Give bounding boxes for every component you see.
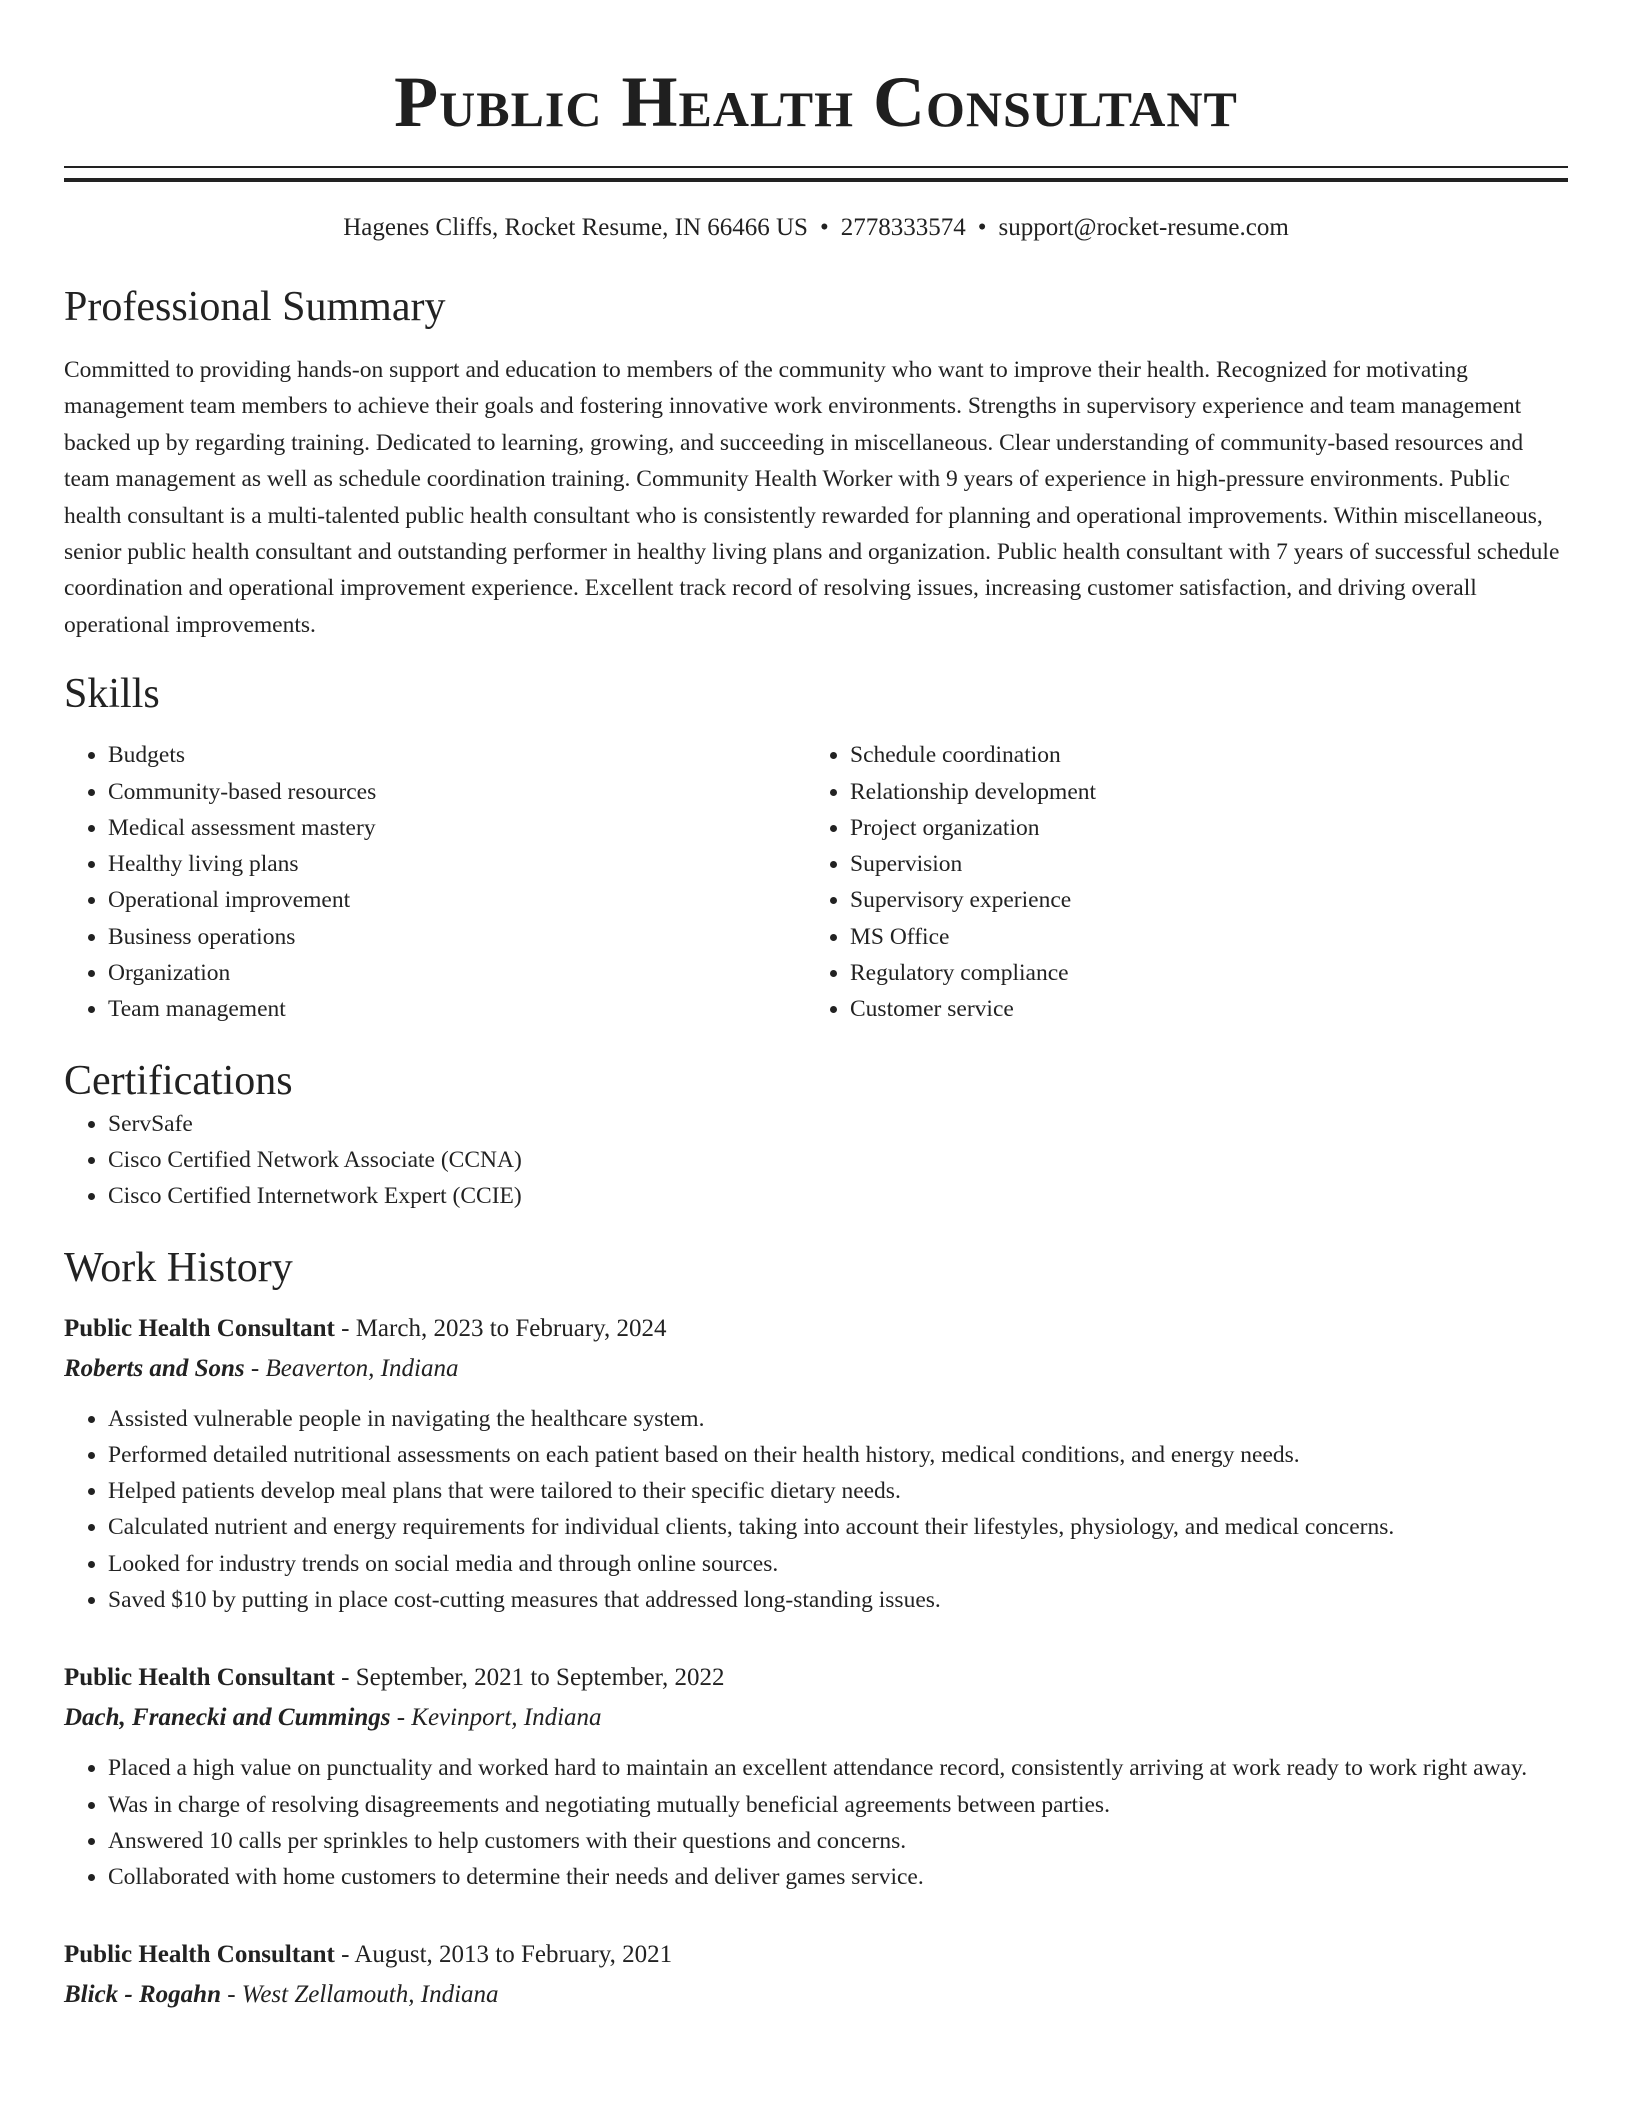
job-bullet: • Answered 10 calls per sprinkles to help customers with their questions and concerns.: [108, 1823, 1568, 1859]
skill-item: • Budgets: [108, 737, 806, 773]
job-title: Public Health Consultant: [64, 1664, 335, 1692]
job-bullet: • Was in charge of resolving disagreements and negotiating mutually beneficial agreements between parties.: [108, 1787, 1568, 1823]
job-title: Public Health Consultant: [64, 1314, 335, 1342]
skills-heading: Skills: [64, 671, 160, 718]
job-bullet: • Helped patients develop meal plans that were tailored to their specific dietary needs.: [108, 1473, 1568, 1509]
certifications-heading: Certifications: [64, 1057, 293, 1104]
skills-column-right: [806, 737, 1548, 1027]
job-header: [64, 1658, 1568, 1698]
skill-item: • MS Office: [850, 919, 1548, 955]
certification-item: • Cisco Certified Internetwork Expert (CCIE): [108, 1178, 1568, 1214]
skill-item: • Regulatory compliance: [850, 955, 1548, 991]
header-double-rule: [64, 166, 1568, 182]
contact-line: [64, 212, 1568, 244]
job-entry: [64, 1935, 1568, 2015]
skill-item: • Business operations: [108, 919, 806, 955]
skill-item: • Project organization: [850, 810, 1548, 846]
job-location: - Kevinport, Indiana: [390, 1704, 602, 1732]
work-history-heading: Work History: [64, 1244, 293, 1291]
job-location: - Beaverton, Indiana: [244, 1354, 459, 1382]
job-bullet: • Calculated nutrient and energy requirements for individual clients, taking into account their lifestyles, physiology, and medical concerns.: [108, 1509, 1568, 1545]
job-company: Roberts and Sons: [64, 1354, 245, 1382]
job-bullet: • Collaborated with home customers to determine their needs and deliver games service.: [108, 1859, 1568, 1895]
job-company-line: [64, 1975, 1568, 2015]
job-company: Blick - Rogahn: [64, 1981, 221, 2009]
job-bullets: [64, 1750, 1568, 1895]
job-bullets: [64, 1401, 1568, 1619]
job-dates: - September, 2021 to September, 2022: [334, 1664, 725, 1692]
job-entry: [64, 1309, 1568, 1619]
skill-item: • Schedule coordination: [850, 737, 1548, 773]
skill-item: • Team management: [108, 991, 806, 1027]
skill-item: • Relationship development: [850, 774, 1548, 810]
skill-item: • Healthy living plans: [108, 846, 806, 882]
summary-heading: Professional Summary: [64, 284, 446, 330]
contact-email[interactable]: support@rocket-resume.com: [998, 214, 1289, 241]
job-location: - West Zellamouth, Indiana: [220, 1981, 499, 2009]
job-bullet: • Placed a high value on punctuality and worked hard to maintain an excellent attendance record, consistently arriving at work ready to work right away.: [108, 1750, 1568, 1786]
certification-item: • ServSafe: [108, 1106, 1568, 1142]
skill-item: • Supervisory experience: [850, 882, 1548, 918]
skills-list-left: [64, 737, 806, 1027]
job-bullet: • Performed detailed nutritional assessments on each patient based on their health history, medical conditions, and energy needs.: [108, 1437, 1568, 1473]
job-bullet: • Saved $10 by putting in place cost-cutting measures that addressed long-standing issues.: [108, 1582, 1568, 1618]
job-bullet: • Looked for industry trends on social media and through online sources.: [108, 1546, 1568, 1582]
certifications-list: [64, 1106, 1568, 1215]
contact-address: Hagenes Cliffs, Rocket Resume, IN 66466 US: [343, 214, 808, 241]
summary-text: Committed to providing hands-on support and education to members of the community who want to improve their health. Recognized for motivating management team members to achieve their goals and fostering innovative work environments. Strengths in supervisory experience and team management backed up by regarding training. Dedicated to learning, growing, and succeeding in miscellaneous. Clear understanding of community-based resources and team management as well as schedule coordination training. Community Health Worker with 9 years of experience in high-pressure environments. Public health consultant is a multi-talented public health consultant who is consistently rewarded for planning and operational improvements. Within miscellaneous, senior public health consultant and outstanding performer in healthy living plans and organization. Public health consultant with 7 years of successful schedule coordination and operational improvement experience. Excellent track record of resolving issues, increasing customer satisfaction, and driving overall operational improvements.: [64, 357, 1560, 638]
certification-item: • Cisco Certified Network Associate (CCNA): [108, 1142, 1568, 1178]
skills-column-left: [64, 737, 806, 1027]
job-company-line: [64, 1698, 1568, 1738]
skills-list-right: [806, 737, 1548, 1027]
resume-page: [64, 0, 1568, 2015]
job-company-line: [64, 1349, 1568, 1389]
resume-name: Public Health Consultant: [394, 62, 1238, 142]
job-bullet: • Assisted vulnerable people in navigating the healthcare system.: [108, 1401, 1568, 1437]
job-dates: - August, 2013 to February, 2021: [334, 1941, 673, 1969]
skills-columns: [64, 737, 1568, 1027]
contact-phone[interactable]: 2778333574: [840, 214, 966, 241]
skill-item: • Customer service: [850, 991, 1548, 1027]
contact-separator: •: [819, 214, 829, 241]
contact-separator: •: [977, 214, 987, 241]
skill-item: • Organization: [108, 955, 806, 991]
job-entry: [64, 1658, 1568, 1895]
skill-item: • Community-based resources: [108, 774, 806, 810]
job-title: Public Health Consultant: [64, 1941, 335, 1969]
job-company: Dach, Franecki and Cummings: [64, 1704, 391, 1732]
job-header: [64, 1309, 1568, 1349]
job-dates: - March, 2023 to February, 2024: [334, 1314, 667, 1342]
skill-item: • Medical assessment mastery: [108, 810, 806, 846]
skill-item: • Operational improvement: [108, 882, 806, 918]
skill-item: • Supervision: [850, 846, 1548, 882]
job-header: [64, 1935, 1568, 1975]
